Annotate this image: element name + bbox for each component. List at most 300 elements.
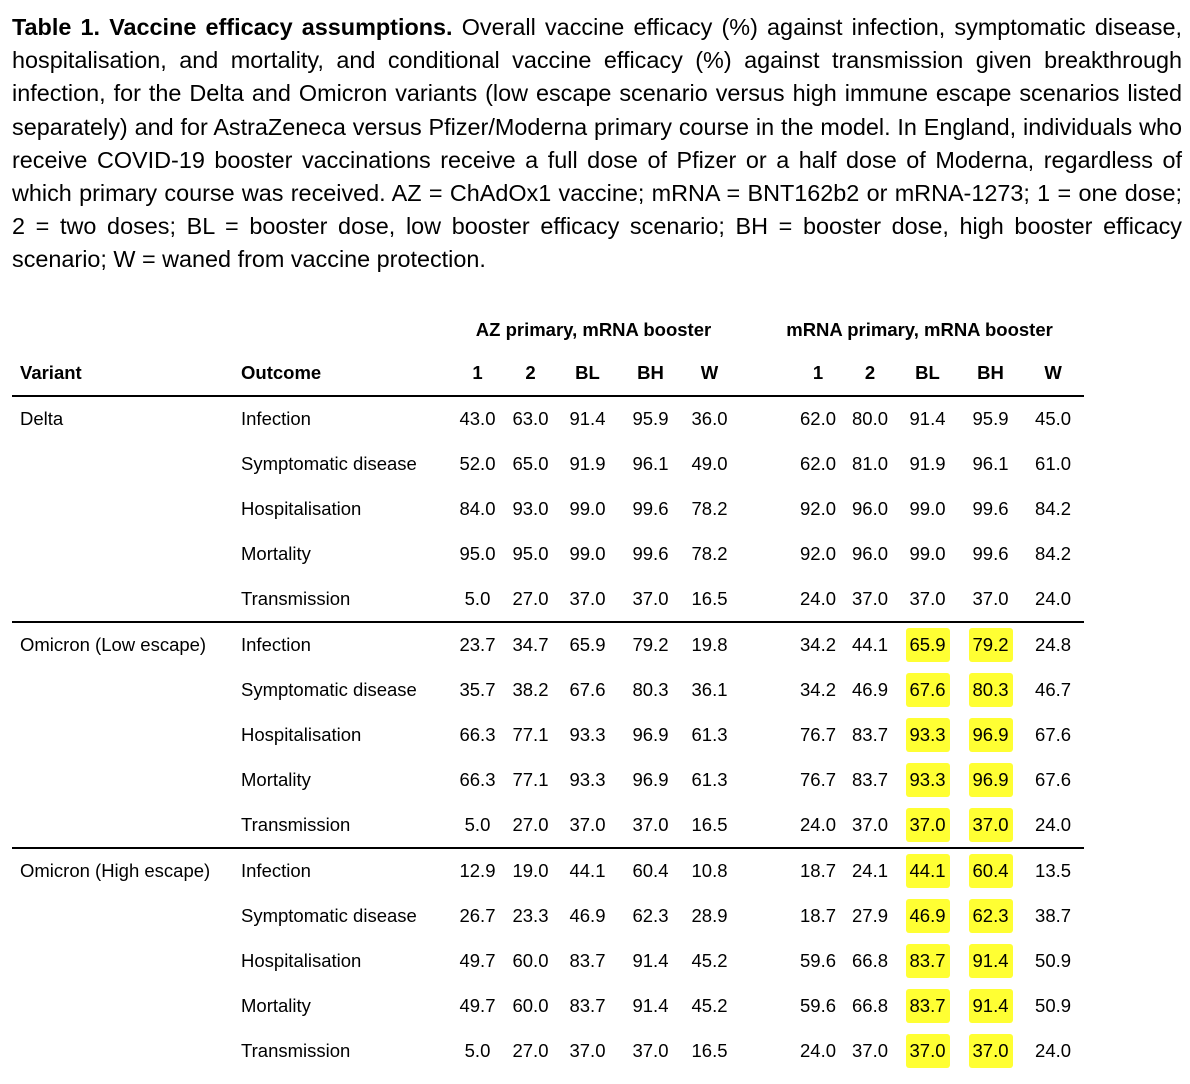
value: 96.9: [632, 723, 669, 745]
value: 62.0: [800, 453, 837, 475]
az-1-cell: [450, 622, 505, 668]
value: 28.9: [691, 905, 728, 927]
az-bl-cell: [556, 487, 619, 532]
value: 84.0: [459, 497, 496, 519]
mrna-1-cell: [792, 713, 844, 758]
mrna-bl-cell: [896, 668, 959, 713]
value: 37.0: [569, 587, 606, 609]
table-row: [12, 983, 1084, 1028]
mrna-bl-cell: [896, 1028, 959, 1073]
az-1-cell: [450, 531, 505, 576]
mrna-bl-cell: [896, 802, 959, 848]
value: 76.7: [800, 723, 837, 745]
mrna-1-cell: [792, 894, 844, 939]
value: 79.2: [632, 634, 669, 656]
az-1-cell: [450, 713, 505, 758]
mrna-bl-cell: [896, 894, 959, 939]
efficacy-table: [12, 310, 1084, 1073]
highlighted-value: 37.0: [969, 1034, 1013, 1068]
az-w-cell: [682, 668, 737, 713]
outcome-cell: Infection: [233, 622, 450, 668]
value: 99.0: [569, 497, 606, 519]
group-header-mrna: mRNA primary, mRNA booster: [786, 319, 1053, 340]
mrna-2-cell: [844, 713, 896, 758]
outcome-cell: Hospitalisation: [241, 497, 362, 519]
value: 5.0: [464, 1039, 491, 1061]
az-bl-cell: [556, 802, 619, 848]
variant-cell: [12, 1028, 233, 1073]
value: 46.9: [852, 679, 889, 701]
mrna-bh-cell: [959, 668, 1022, 713]
mrna-w-cell: [1022, 576, 1084, 622]
mrna-w-cell: [1022, 848, 1084, 894]
mrna-bh-cell: [959, 848, 1022, 894]
value: 67.6: [1035, 723, 1072, 745]
gap-cell: [737, 757, 792, 802]
value: 62.0: [800, 408, 837, 430]
mrna-w-cell: [1022, 622, 1084, 668]
value: 37.0: [632, 587, 669, 609]
az-w-cell: [682, 757, 737, 802]
value: 37.0: [569, 813, 606, 835]
az-2-cell: [505, 894, 556, 939]
az-w-cell: [682, 531, 737, 576]
az-2-cell: [505, 487, 556, 532]
value: 91.4: [632, 994, 669, 1016]
value: 92.0: [800, 497, 837, 519]
value: 18.7: [800, 905, 837, 927]
value: 60.0: [512, 994, 549, 1016]
gap-cell: [737, 802, 792, 848]
table-row: [12, 668, 1084, 713]
outcome-cell: Transmission: [241, 587, 351, 609]
az-1-cell: [450, 939, 505, 984]
mrna-2-cell: [844, 802, 896, 848]
value: 24.0: [1035, 587, 1072, 609]
mrna-1-cell: [792, 442, 844, 487]
value: 63.0: [512, 408, 549, 430]
value: 23.3: [512, 905, 549, 927]
value: 16.5: [691, 1039, 728, 1061]
value: 37.0: [632, 1039, 669, 1061]
az-2-cell: [505, 668, 556, 713]
col-header-az-w: W: [700, 361, 719, 383]
value: 49.7: [459, 994, 496, 1016]
table-row: [12, 576, 1084, 622]
value: 36.1: [691, 679, 728, 701]
mrna-2-cell: [844, 983, 896, 1028]
az-bl-cell: [556, 757, 619, 802]
value: 77.1: [512, 768, 549, 790]
value: 99.0: [569, 542, 606, 564]
value: 84.2: [1035, 497, 1072, 519]
value: 24.1: [852, 860, 889, 882]
value: 24.0: [1035, 813, 1072, 835]
variant-cell: [12, 713, 233, 758]
mrna-2-cell: [844, 1028, 896, 1073]
value: 81.0: [852, 453, 889, 475]
gap-cell: [737, 983, 792, 1028]
az-bl-cell: [556, 442, 619, 487]
value: 12.9: [459, 860, 496, 882]
group-header-row: [12, 310, 1084, 350]
highlighted-value: 37.0: [906, 808, 950, 842]
mrna-2-cell: [844, 848, 896, 894]
value: 49.0: [691, 453, 728, 475]
value: 24.0: [800, 1039, 837, 1061]
az-w-cell: [682, 983, 737, 1028]
highlighted-value: 93.3: [906, 718, 950, 752]
mrna-2-cell: [844, 894, 896, 939]
variant-cell: Delta: [12, 396, 233, 442]
value: 45.0: [1035, 408, 1072, 430]
highlighted-value: 79.2: [969, 628, 1013, 662]
value: 23.7: [459, 634, 496, 656]
outcome-cell: Mortality: [241, 542, 311, 564]
value: 66.8: [852, 949, 889, 971]
highlighted-value: 80.3: [969, 673, 1013, 707]
value: 96.0: [852, 542, 889, 564]
highlighted-value: 96.9: [969, 763, 1013, 797]
value: 91.9: [569, 453, 606, 475]
value: 99.6: [632, 542, 669, 564]
table-row: [12, 531, 1084, 576]
value: 26.7: [459, 905, 496, 927]
variant-cell: [12, 576, 233, 622]
efficacy-table-container: [12, 310, 1084, 1073]
value: 91.4: [569, 408, 606, 430]
col-header-az-bh: BH: [637, 361, 664, 383]
value: 80.0: [852, 408, 889, 430]
value: 93.0: [512, 497, 549, 519]
value: 66.8: [852, 994, 889, 1016]
gap-cell: [737, 576, 792, 622]
mrna-w-cell: [1022, 531, 1084, 576]
caption-text: Overall vaccine efficacy (%) against infection, symptomatic disease, hospitalisation, and mortality, and conditional vaccine efficacy (%) against transmission given breakthrough infection, for the Delta and Omicron variants (low escape scenario versus high immune escape scenarios listed separately) and for AstraZeneca versus Pfizer/Moderna primary course in the model. In England, individuals who receive COVID-19 booster vaccinations receive a full dose of Pfizer or a half dose of Moderna, regardless of which primary course was received. AZ = ChAdOx1 vaccine; mRNA = BNT162b2 or mRNA-1273; 1 = one dose; 2 = two doses; BL = booster dose, low booster efficacy scenario; BH = booster dose, high booster efficacy scenario; W = waned from vaccine protection.: [12, 14, 1182, 273]
mrna-bh-cell: [959, 939, 1022, 984]
value: 27.0: [512, 813, 549, 835]
value: 96.1: [972, 453, 1009, 475]
mrna-w-cell: [1022, 894, 1084, 939]
group-header-az: AZ primary, mRNA booster: [475, 319, 712, 340]
mrna-2-cell: [844, 531, 896, 576]
az-bh-cell: [619, 531, 682, 576]
mrna-w-cell: [1022, 983, 1084, 1028]
group-header-spacer: [12, 310, 233, 350]
az-w-cell: [682, 622, 737, 668]
az-bl-cell: [556, 1028, 619, 1073]
az-1-cell: [450, 848, 505, 894]
value: 37.0: [569, 1039, 606, 1061]
value: 10.8: [691, 860, 728, 882]
value: 91.9: [909, 453, 946, 475]
table-row: [12, 487, 1084, 532]
highlighted-value: 62.3: [969, 899, 1013, 933]
az-bl-cell: [556, 894, 619, 939]
value: 38.7: [1035, 905, 1072, 927]
value: 36.0: [691, 408, 728, 430]
mrna-1-cell: [792, 802, 844, 848]
mrna-bh-cell: [959, 894, 1022, 939]
variant-cell: [12, 531, 233, 576]
col-header-az-bl: BL: [575, 361, 600, 383]
col-header-mrna-bl: BL: [915, 361, 940, 383]
gap-cell: [737, 531, 792, 576]
value: 93.3: [569, 768, 606, 790]
value: 27.9: [852, 905, 889, 927]
gap-cell: [737, 396, 792, 442]
value: 59.6: [800, 994, 837, 1016]
value: 24.0: [1035, 1039, 1072, 1061]
group-header-spacer: [233, 310, 450, 350]
az-bl-cell: [556, 848, 619, 894]
az-bh-cell: [619, 576, 682, 622]
az-bh-cell: [619, 848, 682, 894]
table-row: [12, 713, 1084, 758]
outcome-cell: Transmission: [241, 813, 351, 835]
mrna-w-cell: [1022, 1028, 1084, 1073]
mrna-w-cell: [1022, 487, 1084, 532]
value: 67.6: [1035, 768, 1072, 790]
mrna-bl-cell: [896, 531, 959, 576]
mrna-bh-cell: [959, 1028, 1022, 1073]
mrna-bl-cell: [896, 983, 959, 1028]
value: 95.0: [459, 542, 496, 564]
value: 19.8: [691, 634, 728, 656]
az-w-cell: [682, 713, 737, 758]
gap-cell: [737, 487, 792, 532]
mrna-2-cell: [844, 576, 896, 622]
value: 99.0: [909, 497, 946, 519]
value: 99.6: [972, 497, 1009, 519]
mrna-bl-cell: [896, 757, 959, 802]
az-w-cell: [682, 894, 737, 939]
value: 18.7: [800, 860, 837, 882]
gap-cell: [737, 1028, 792, 1073]
value: 59.6: [800, 949, 837, 971]
mrna-bh-cell: [959, 487, 1022, 532]
az-w-cell: [682, 396, 737, 442]
value: 99.6: [632, 497, 669, 519]
mrna-1-cell: [792, 757, 844, 802]
value: 37.0: [852, 587, 889, 609]
value: 34.2: [800, 634, 837, 656]
value: 92.0: [800, 542, 837, 564]
column-header-row: [12, 350, 1084, 396]
col-header-variant: Variant: [20, 361, 82, 383]
col-header-mrna-1: 1: [812, 361, 824, 383]
gap-cell: [737, 442, 792, 487]
mrna-bh-cell: [959, 531, 1022, 576]
value: 35.7: [459, 679, 496, 701]
mrna-1-cell: [792, 668, 844, 713]
mrna-2-cell: [844, 757, 896, 802]
value: 19.0: [512, 860, 549, 882]
col-header-az-2: 2: [525, 361, 536, 383]
az-2-cell: [505, 531, 556, 576]
value: 45.2: [691, 949, 728, 971]
mrna-bh-cell: [959, 442, 1022, 487]
table-row: [12, 757, 1084, 802]
value: 60.4: [632, 860, 669, 882]
value: 78.2: [691, 497, 728, 519]
value: 44.1: [569, 860, 606, 882]
az-2-cell: [505, 1028, 556, 1073]
highlighted-value: 96.9: [969, 718, 1013, 752]
az-2-cell: [505, 576, 556, 622]
az-1-cell: [450, 396, 505, 442]
mrna-w-cell: [1022, 668, 1084, 713]
col-header-mrna-w: W: [1044, 361, 1062, 383]
table-row: [12, 802, 1084, 848]
az-bl-cell: [556, 622, 619, 668]
mrna-1-cell: [792, 487, 844, 532]
mrna-1-cell: [792, 1028, 844, 1073]
az-2-cell: [505, 757, 556, 802]
value: 34.2: [800, 679, 837, 701]
value: 45.2: [691, 994, 728, 1016]
az-bl-cell: [556, 939, 619, 984]
az-bl-cell: [556, 713, 619, 758]
value: 83.7: [569, 994, 606, 1016]
variant-cell: [12, 983, 233, 1028]
value: 38.2: [512, 679, 549, 701]
mrna-bl-cell: [896, 713, 959, 758]
mrna-1-cell: [792, 531, 844, 576]
value: 50.9: [1035, 949, 1072, 971]
mrna-bh-cell: [959, 802, 1022, 848]
az-2-cell: [505, 802, 556, 848]
table-row: [12, 622, 1084, 668]
value: 99.0: [909, 542, 946, 564]
outcome-cell: Hospitalisation: [241, 723, 362, 745]
az-bh-cell: [619, 894, 682, 939]
mrna-bl-cell: [896, 442, 959, 487]
table-row: [12, 894, 1084, 939]
az-2-cell: [505, 713, 556, 758]
az-bh-cell: [619, 442, 682, 487]
col-header-mrna-2: 2: [864, 361, 876, 383]
mrna-bl-cell: [896, 487, 959, 532]
az-2-cell: [505, 442, 556, 487]
az-w-cell: [682, 487, 737, 532]
az-2-cell: [505, 983, 556, 1028]
table-row: [12, 939, 1084, 984]
value: 34.7: [512, 634, 549, 656]
value: 83.7: [569, 949, 606, 971]
value: 37.0: [852, 813, 889, 835]
outcome-cell: Infection: [233, 396, 450, 442]
highlighted-value: 83.7: [906, 944, 950, 978]
value: 96.0: [852, 497, 889, 519]
mrna-bh-cell: [959, 576, 1022, 622]
variant-cell: Omicron (Low escape): [12, 622, 233, 668]
highlighted-value: 83.7: [906, 989, 950, 1023]
mrna-bh-cell: [959, 622, 1022, 668]
table-row: [12, 442, 1084, 487]
az-bh-cell: [619, 1028, 682, 1073]
col-header-gap: [737, 350, 792, 396]
value: 46.9: [569, 905, 606, 927]
highlighted-value: 91.4: [969, 989, 1013, 1023]
value: 37.0: [909, 587, 946, 609]
az-bh-cell: [619, 983, 682, 1028]
az-1-cell: [450, 487, 505, 532]
mrna-w-cell: [1022, 713, 1084, 758]
gap-cell: [737, 939, 792, 984]
mrna-1-cell: [792, 848, 844, 894]
az-bl-cell: [556, 576, 619, 622]
az-bl-cell: [556, 668, 619, 713]
mrna-bl-cell: [896, 396, 959, 442]
az-1-cell: [450, 802, 505, 848]
az-w-cell: [682, 442, 737, 487]
caption-label: Table 1. Vaccine efficacy assumptions.: [12, 14, 453, 40]
mrna-bl-cell: [896, 939, 959, 984]
gap-cell: [737, 622, 792, 668]
mrna-2-cell: [844, 622, 896, 668]
mrna-2-cell: [844, 396, 896, 442]
az-bh-cell: [619, 487, 682, 532]
value: 95.0: [512, 542, 549, 564]
value: 83.7: [852, 768, 889, 790]
az-bl-cell: [556, 396, 619, 442]
value: 16.5: [691, 813, 728, 835]
az-1-cell: [450, 576, 505, 622]
variant-cell: Omicron (High escape): [12, 848, 233, 894]
value: 16.5: [691, 587, 728, 609]
az-2-cell: [505, 939, 556, 984]
az-w-cell: [682, 848, 737, 894]
value: 61.0: [1035, 453, 1072, 475]
az-bh-cell: [619, 757, 682, 802]
value: 5.0: [464, 587, 491, 609]
mrna-2-cell: [844, 668, 896, 713]
value: 65.0: [512, 453, 549, 475]
outcome-cell: Hospitalisation: [241, 949, 362, 971]
gap-cell: [737, 668, 792, 713]
outcome-cell: Symptomatic disease: [241, 905, 417, 927]
value: 44.1: [852, 634, 889, 656]
value: 78.2: [691, 542, 728, 564]
value: 66.3: [459, 768, 496, 790]
highlighted-value: 93.3: [906, 763, 950, 797]
mrna-bl-cell: [896, 622, 959, 668]
highlighted-value: 46.9: [906, 899, 950, 933]
value: 95.9: [632, 408, 669, 430]
gap-cell: [737, 894, 792, 939]
value: 77.1: [512, 723, 549, 745]
value: 27.0: [512, 1039, 549, 1061]
value: 84.2: [1035, 542, 1072, 564]
mrna-w-cell: [1022, 802, 1084, 848]
az-2-cell: [505, 622, 556, 668]
highlighted-value: 37.0: [906, 1034, 950, 1068]
mrna-2-cell: [844, 939, 896, 984]
table-row: [12, 848, 1084, 894]
variant-cell: [12, 757, 233, 802]
value: 24.8: [1035, 634, 1072, 656]
col-header-mrna-bh: BH: [977, 361, 1004, 383]
mrna-w-cell: [1022, 396, 1084, 442]
az-bh-cell: [619, 622, 682, 668]
value: 60.0: [512, 949, 549, 971]
az-bh-cell: [619, 939, 682, 984]
mrna-1-cell: [792, 939, 844, 984]
value: 50.9: [1035, 994, 1072, 1016]
value: 43.0: [459, 408, 496, 430]
az-bh-cell: [619, 713, 682, 758]
